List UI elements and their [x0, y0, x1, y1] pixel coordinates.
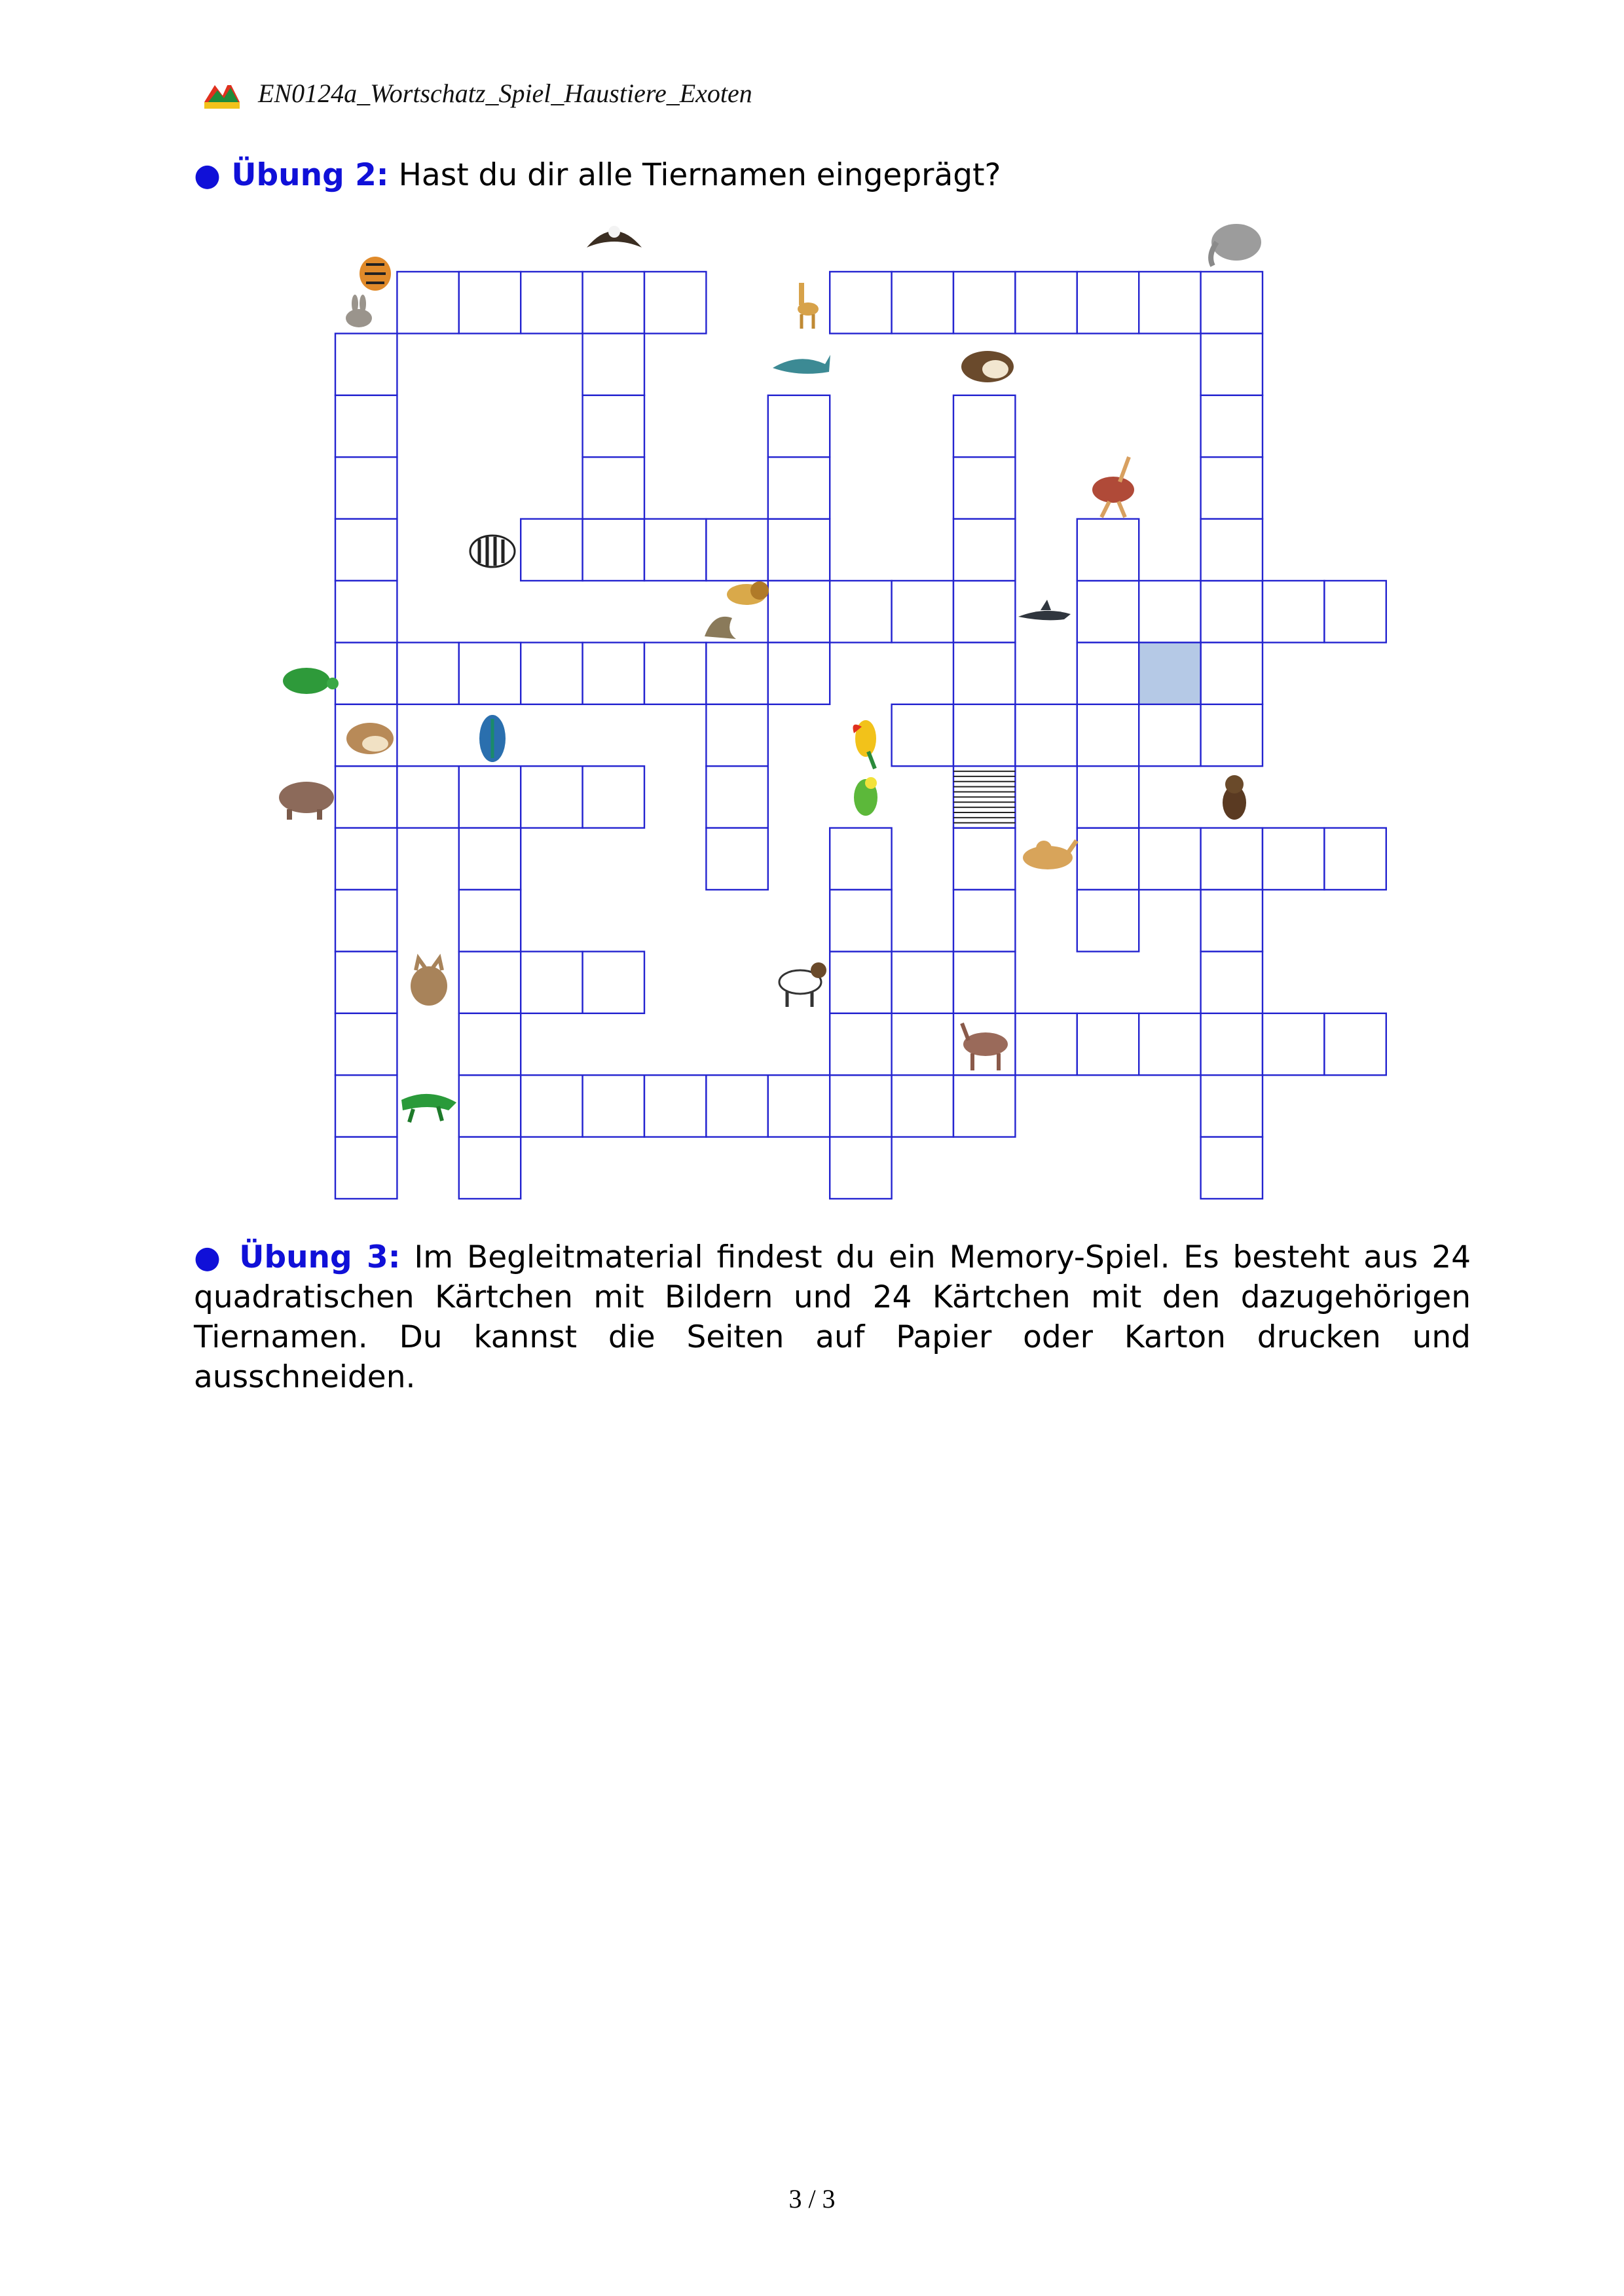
crossword-cell[interactable] [335, 519, 397, 581]
crossword-cell[interactable] [335, 828, 397, 890]
crossword-cell[interactable] [1201, 581, 1263, 642]
crossword-cell[interactable] [768, 642, 830, 704]
crossword-cell[interactable] [1201, 519, 1263, 581]
ostrich-icon [1092, 457, 1134, 517]
guinea-pig-icon [961, 351, 1014, 382]
crossword-cell[interactable] [1139, 272, 1200, 333]
crossword-cell[interactable] [892, 272, 953, 333]
crossword-cell[interactable] [1015, 704, 1077, 766]
crossword-cell[interactable] [583, 395, 644, 457]
rabbit-icon [346, 295, 372, 327]
crossword-cell[interactable] [644, 272, 706, 333]
crossword-cell[interactable] [953, 395, 1015, 457]
crossword-cell[interactable] [1201, 333, 1263, 395]
crossword-cell[interactable] [953, 519, 1015, 581]
crossword-cell[interactable] [1077, 766, 1139, 828]
crossword-cell[interactable] [583, 766, 644, 828]
whale-icon [773, 355, 830, 374]
crossword-cell[interactable] [1201, 890, 1263, 951]
crossword-cell[interactable] [335, 951, 397, 1013]
crossword-cell[interactable] [830, 890, 891, 951]
crossword-cell[interactable] [830, 1075, 891, 1137]
crossword-cell[interactable] [583, 272, 644, 333]
crossword-cell[interactable] [1077, 890, 1139, 951]
crossword-cell[interactable] [459, 642, 521, 704]
crossword-cell[interactable] [335, 333, 397, 395]
zebra-icon [470, 536, 515, 567]
crossword-cell[interactable] [1077, 519, 1139, 581]
crossword-cell[interactable] [459, 1137, 521, 1199]
crossword-cell[interactable] [830, 828, 891, 890]
crossword-cell[interactable] [644, 519, 706, 581]
crocodile-icon [401, 1094, 456, 1122]
crossword-cell[interactable] [830, 951, 891, 1013]
budgie-icon [854, 777, 877, 816]
crossword-cell[interactable] [953, 272, 1015, 333]
crossword-cell[interactable] [1077, 581, 1139, 642]
crossword-cell[interactable] [1263, 828, 1324, 890]
crossword-cell[interactable] [1201, 704, 1263, 766]
crossword-cell[interactable] [1201, 272, 1263, 333]
crossword-cell[interactable] [335, 642, 397, 704]
crossword-cell[interactable] [644, 642, 706, 704]
crossword-cell[interactable] [1015, 1013, 1077, 1075]
seal-icon [705, 617, 736, 639]
crossword-cell[interactable] [1201, 828, 1263, 890]
crossword-cell[interactable] [953, 890, 1015, 951]
crossword-cell[interactable] [1139, 828, 1200, 890]
crossword-cell[interactable] [1077, 642, 1139, 704]
crossword-cell[interactable] [397, 766, 458, 828]
crossword-cell[interactable] [583, 457, 644, 519]
crossword-cell[interactable] [1201, 951, 1263, 1013]
crossword-cell[interactable] [953, 828, 1015, 890]
crossword-cell[interactable] [892, 1075, 953, 1137]
crossword-cell[interactable] [953, 1075, 1015, 1137]
dog-icon [779, 962, 826, 1007]
crossword-cell[interactable] [1139, 581, 1200, 642]
crossword-cell[interactable] [1201, 1137, 1263, 1199]
elephant-icon [1211, 224, 1261, 266]
crossword-cell[interactable] [953, 704, 1015, 766]
crossword-cell[interactable] [335, 581, 397, 642]
crossword-cell[interactable] [768, 395, 830, 457]
peacock-icon [479, 715, 506, 762]
crossword-cell[interactable] [1324, 828, 1386, 890]
crossword-cell[interactable] [397, 642, 458, 704]
exercise-3-label: ● Übung 3: [194, 1239, 401, 1275]
exercise-2-label: ● Übung 2: [194, 157, 389, 193]
exercise-3 [194, 1237, 1471, 1397]
crossword-cell[interactable] [459, 890, 521, 951]
crossword-cell[interactable] [644, 1075, 706, 1137]
crossword-cell[interactable] [1201, 1013, 1263, 1075]
crossword-cell[interactable] [1077, 828, 1139, 890]
crossword-cell[interactable] [830, 581, 891, 642]
crossword-cell[interactable] [1201, 457, 1263, 519]
crossword-cell[interactable] [768, 519, 830, 581]
crossword-cell[interactable] [459, 1075, 521, 1137]
crossword-cell[interactable] [1201, 1075, 1263, 1137]
crossword-cell[interactable] [1263, 581, 1324, 642]
crossword-cell[interactable] [397, 272, 458, 333]
lion-icon [727, 581, 769, 605]
hamster-icon [346, 723, 394, 754]
camel-icon [1023, 841, 1077, 869]
crossword-cell[interactable] [1324, 1013, 1386, 1075]
crossword-cell[interactable] [706, 642, 767, 704]
crossword-cell[interactable] [830, 1137, 891, 1199]
crossword-cell[interactable] [335, 1013, 397, 1075]
crossword-cell[interactable] [459, 272, 521, 333]
shaded-cell[interactable] [1139, 642, 1200, 704]
crossword-cell[interactable] [335, 890, 397, 951]
turtle-icon [283, 668, 339, 694]
crossword-cell[interactable] [521, 272, 582, 333]
crossword-cell[interactable] [335, 395, 397, 457]
crossword-cell[interactable] [1201, 642, 1263, 704]
crossword-cell[interactable] [335, 457, 397, 519]
crossword-cell[interactable] [583, 519, 644, 581]
crossword-cell[interactable] [583, 642, 644, 704]
crossword-cell[interactable] [953, 457, 1015, 519]
crossword-cell[interactable] [830, 1013, 891, 1075]
crossword-cell[interactable] [768, 581, 830, 642]
exercise-2-text: Hast du dir alle Tiernamen eingeprägt? [398, 157, 1001, 193]
crossword-cell[interactable] [892, 581, 953, 642]
crossword-cell[interactable] [706, 828, 767, 890]
hippo-icon [279, 782, 334, 820]
eagle-icon [587, 226, 642, 247]
crossword-cell[interactable] [521, 642, 582, 704]
crossword-cell[interactable] [459, 766, 521, 828]
crossword-cell[interactable] [1139, 1013, 1200, 1075]
crossword-cell[interactable] [953, 951, 1015, 1013]
cat-icon [411, 958, 447, 1006]
crossword-cell[interactable] [459, 951, 521, 1013]
crossword-cell[interactable] [335, 1137, 397, 1199]
crossword-cell[interactable] [953, 581, 1015, 642]
crossword-cell[interactable] [335, 766, 397, 828]
crossword-cell[interactable] [583, 951, 644, 1013]
crossword-cell[interactable] [521, 519, 582, 581]
monkey-icon [1223, 775, 1246, 820]
crossword-cell[interactable] [1015, 272, 1077, 333]
crossword-cell[interactable] [459, 828, 521, 890]
crossword-cell[interactable] [521, 1075, 582, 1137]
giraffe-icon [798, 283, 819, 329]
crossword-cell[interactable] [521, 951, 582, 1013]
crossword-cell[interactable] [892, 704, 953, 766]
crossword-cell[interactable] [706, 1075, 767, 1137]
exercise-3-text: Im Begleitmaterial findest du ein Memory-Spiel. Es besteht aus 24 quadratischen Kärtchen mit Bildern und 24 Kärtchen mit den dazugehörigen Tiernamen. Du kannst die Seiten auf Papier oder Karton drucken und ausschneiden. [194, 1239, 1471, 1395]
crossword-cell[interactable] [706, 704, 767, 766]
crossword-cell[interactable] [1077, 1013, 1139, 1075]
crossword-cell[interactable] [459, 1013, 521, 1075]
crossword-cell[interactable] [953, 642, 1015, 704]
crossword-cell[interactable] [335, 1075, 397, 1137]
crossword-cell[interactable] [1077, 272, 1139, 333]
document-title: EN0124a_Wortschatz_Spiel_Haustiere_Exoten [258, 78, 752, 108]
crossword-cell[interactable] [706, 519, 767, 581]
crossword-cell[interactable] [1201, 395, 1263, 457]
crossword-cell[interactable] [521, 766, 582, 828]
crossword-cell[interactable] [706, 766, 767, 828]
crossword-cell[interactable] [1324, 581, 1386, 642]
crossword-cell[interactable] [768, 457, 830, 519]
page-number: 3 / 3 [788, 2184, 836, 2214]
parrot-icon [853, 720, 877, 769]
crossword-cell[interactable] [1077, 704, 1139, 766]
shark-icon [1018, 600, 1071, 620]
crossword-cell[interactable] [768, 1075, 830, 1137]
crossword-cell[interactable] [583, 333, 644, 395]
tiger-icon [360, 257, 391, 291]
crossword-cell[interactable] [1139, 704, 1200, 766]
crossword-cell[interactable] [892, 951, 953, 1013]
crossword-cell[interactable] [583, 1075, 644, 1137]
crossword-cell[interactable] [830, 272, 891, 333]
crossword-cell[interactable] [1263, 1013, 1324, 1075]
